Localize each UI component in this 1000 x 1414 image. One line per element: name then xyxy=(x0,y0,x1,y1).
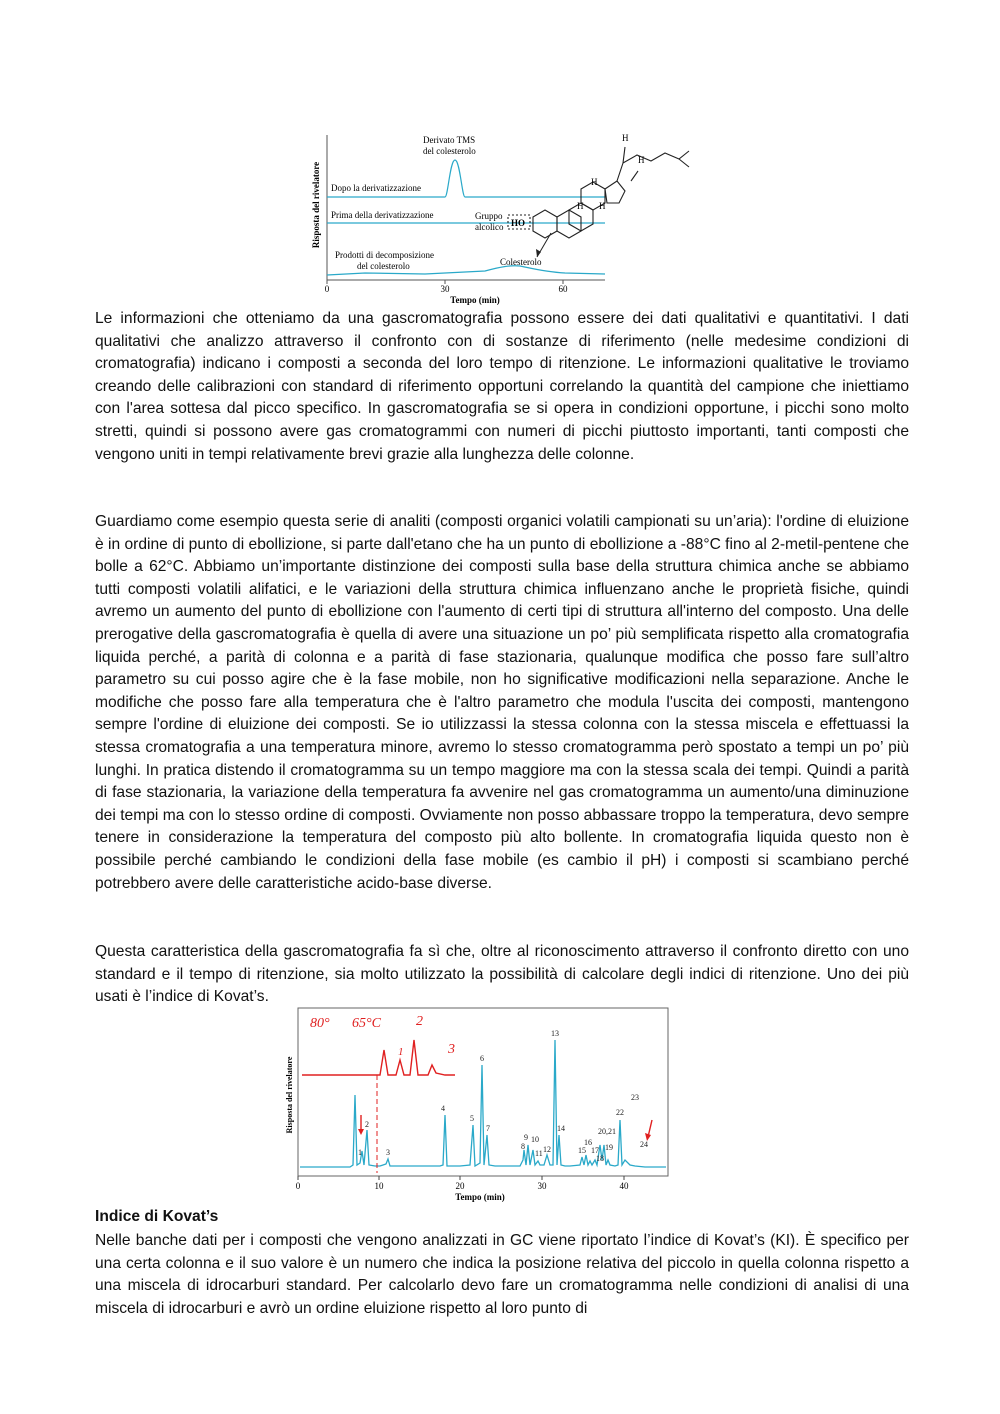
peak-label-8: 8 xyxy=(521,1142,525,1151)
fig1-label-after: Dopo la derivatizzazione xyxy=(331,183,421,193)
fig1-h-label-3: H xyxy=(591,177,598,187)
derivatization-chromatogram-figure xyxy=(305,125,715,307)
fig2-tick-40: 40 xyxy=(619,1181,629,1191)
fig2-temp-80: 80° xyxy=(310,1016,330,1031)
fig1-h-label-1: H xyxy=(622,133,629,143)
peak-label-24: 24 xyxy=(640,1140,648,1149)
fig2-inset-peak-1: 1 xyxy=(398,1046,404,1058)
fig2-tick-20: 20 xyxy=(455,1181,465,1191)
peak-label-19: 19 xyxy=(605,1143,613,1152)
peak-label-20-21: 20,21 xyxy=(598,1127,616,1136)
paragraph-2: Guardiamo come esempio questa serie di analiti (composti organici volatili campionati su un’aria): l'ordine di eluizione è in ordine di punto di ebollizione, si parte dall'etano che ha un punto di ebollizione a -88°C fino al 2-metil-pentene che bolle a 62°C. Abbiamo un’importante distinzione dei composti sulla base della struttura chimica anche se abbiamo tutti composti volatili alifatici, e le variazioni della struttura chimica influenzano anche le proprietà fisiche, quindi avremo un aumento del punto di ebollizione con l'aumento di certi tipi di struttura all'interno del composto. Una delle prerogative della gascromatografia è quella di avere una situazione un po’ più semplificata rispetto alla cromatografia liquida perché, a parità di colonna e a parità di fase stazionaria, qualunque modifica che posso fare sull’altro parametro su cui posso agire che è la fase mobile, non ho significative modificazioni nella separazione. Anche le modifiche che posso fare alla temperatura che è l'altro parametro che modula l'uscita dei composti, mantengono sempre l'ordine di eluizione dei composti. Se io utilizzassi la stessa colonna con la stessa miscela e effettuassi la stessa cromatografia a una temperatura minore, avremo lo stesso cromatogramma però spostato a tempi un po’ più lunghi. In pratica distendo il cromatogramma su un tempo maggiore ma con la stessa scala dei tempi. Quindi a parità di fase stazionaria, la variazione della temperatura fa avvenire nel gas cromatogramma un aumento/una diminuzione dei tempi ma con lo stesso ordine di composti. Ovviamente non posso abbassare troppo la temperatura, devo sempre tenere in considerazione la temperatura del composto più alto bollente. In cromatografia liquida questo non è possibile perché cambiando le condizioni della fase mobile (es cambio il pH) i composti si scambiano perché potrebbero avere delle caratteristiche acido-base diverse. xyxy=(95,513,909,892)
fig2-inset-trace xyxy=(302,1040,455,1075)
voc-chromatogram-figure xyxy=(280,1005,675,1205)
fig1-label-cholesterol: Colesterolo xyxy=(500,257,542,267)
peak-label-7: 7 xyxy=(486,1124,490,1133)
peak-label-9: 9 xyxy=(524,1133,528,1142)
peak-label-22: 22 xyxy=(616,1108,624,1117)
fig2-tick-30: 30 xyxy=(537,1181,547,1191)
fig1-tick-30: 30 xyxy=(440,284,450,294)
paragraph-3: Questa caratteristica della gascromatografia fa sì che, oltre al riconoscimento attraverso il confronto diretto con uno standard e il tempo di ritenzione, sia molto utilizzato la possibilità di calcolare degli indici di ritenzione. Uno dei più usati è l’indice di Kovat’s. xyxy=(95,943,909,1006)
fig1-label-decomp-2: del colesterolo xyxy=(357,261,410,271)
fig1-h-label-2: H xyxy=(638,155,645,165)
fig1-label-tms-1: Derivato TMS xyxy=(423,135,476,145)
fig1-label-decomp-1: Prodotti di decomposizione xyxy=(335,250,434,260)
peak-label-17: 17 xyxy=(591,1146,599,1155)
cholesterol-structure xyxy=(508,147,689,238)
peak-label-1: 1 xyxy=(358,1148,362,1157)
fig2-tick-10: 10 xyxy=(374,1181,384,1191)
fig1-h-label-4: H xyxy=(577,201,584,211)
fig1-label-group-2: alcolico xyxy=(475,222,504,232)
peak-label-3: 3 xyxy=(386,1148,390,1157)
fig1-label-group-1: Gruppo xyxy=(475,211,503,221)
fig1-label-tms-2: del colesterolo xyxy=(423,146,476,156)
peak-label-6: 6 xyxy=(480,1054,484,1063)
section-heading-kovats: Indice di Kovat’s xyxy=(95,1208,219,1225)
fig2-temp-65: 65°C xyxy=(352,1016,381,1031)
fig1-tick-0: 0 xyxy=(324,284,330,294)
peak-label-15: 15 xyxy=(578,1146,586,1155)
fig1-label-before: Prima della derivatizzazione xyxy=(331,210,434,220)
fig1-ho-label: HO xyxy=(511,218,526,228)
peak-label-18: 18 xyxy=(596,1154,604,1163)
peak-label-2: 2 xyxy=(365,1120,369,1129)
fig1-x-label: Tempo (min) xyxy=(450,295,500,305)
peak-label-5: 5 xyxy=(470,1114,474,1123)
fig2-inset-peak-3: 3 xyxy=(448,1042,455,1057)
fig2-y-label: Risposta del rivelatore xyxy=(285,1056,294,1134)
fig2-x-label: Tempo (min) xyxy=(455,1192,505,1202)
peak-label-13: 13 xyxy=(551,1029,559,1038)
peak-label-10: 10 xyxy=(531,1135,539,1144)
fig2-x-ticks xyxy=(298,1176,624,1180)
fig2-tick-0: 0 xyxy=(295,1181,301,1191)
peak-label-4: 4 xyxy=(441,1104,445,1113)
peak-label-23: 23 xyxy=(631,1093,639,1102)
peak-label-16: 16 xyxy=(584,1138,592,1147)
fig1-tick-60: 60 xyxy=(558,284,568,294)
peak-label-14: 14 xyxy=(557,1124,565,1133)
fig1-h-label-5: H xyxy=(599,201,606,211)
paragraph-4: Nelle banche dati per i composti che vengono analizzati in GC viene riportato l’indice di Kovat’s (KI). È specifico per una certa colonna e il suo valore è un numero che indica la posizione relativa del piccolo in quella colonna rispetto a una miscela di idrocarburi standard. Per calcolarlo devo fare un cromatogramma nelle condizioni di analisi di una miscela di idrocarburi e avrò un ordine eluizione rispetto al loro punto di xyxy=(95,1232,909,1317)
paragraph-1: Le informazioni che otteniamo da una gascromatografia possono essere dei dati qualitativi e quantitativi. I dati qualitativi che analizzo attraverso il confronto con di sostanze di riferimento (nelle medesime condizioni di cromatografia) indicano i composti a seconda del loro tempo di ritenzione. Le informazioni qualitative le troviamo creando delle calibrazioni con standard di riferimento opportuni correlando la quantità del campione che iniettiamo con l'area sottesa dal picco specifico. In gascromatografia se si opera in condizioni opportune, i picchi sono molto stretti, quindi si possono avere gas cromatogrammi con numeri di picchi piuttosto importanti, tanti composti che vengono uniti in tempi relativamente brevi grazie alla lunghezza delle colonne. xyxy=(95,310,909,463)
peak-label-12: 12 xyxy=(543,1145,551,1154)
fig1-y-label: Risposta del rivelatore xyxy=(311,161,321,249)
fig2-inset-peak-2: 2 xyxy=(416,1014,423,1029)
peak-label-11: 11 xyxy=(535,1149,543,1158)
